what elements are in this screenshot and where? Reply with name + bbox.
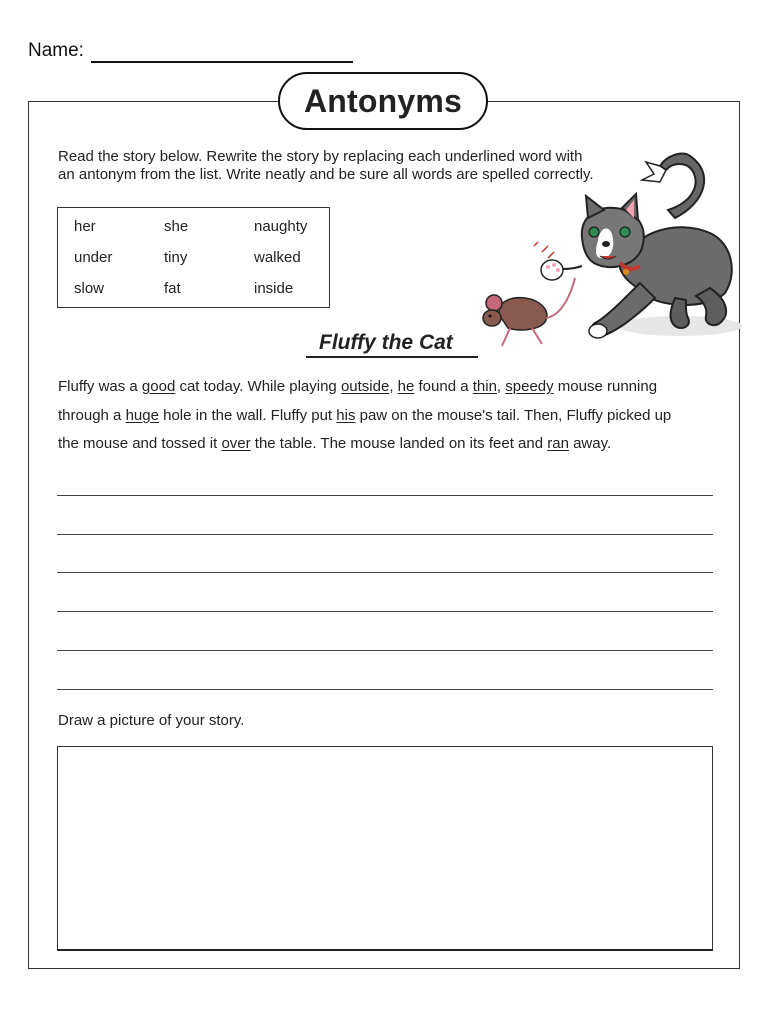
story-line <box>58 435 611 452</box>
drawing-box[interactable] <box>57 746 713 951</box>
story-text: , <box>496 378 506 395</box>
story-text: the table. The mouse landed on its feet and <box>250 435 548 452</box>
underlined-word: huge <box>125 407 159 424</box>
story-text: through a <box>58 407 126 424</box>
name-label: Name: <box>28 40 84 61</box>
story-line <box>58 378 657 395</box>
word-item: she <box>164 218 189 235</box>
underlined-word: ran <box>547 435 569 452</box>
word-item: fat <box>164 280 181 297</box>
name-field[interactable] <box>91 61 353 63</box>
antonym-word-box <box>57 207 330 308</box>
story-text: paw on the mouse's tail. Then, Fluffy picked up <box>355 407 672 424</box>
word-item: tiny <box>164 249 188 266</box>
word-item: under <box>74 249 113 266</box>
writing-line[interactable] <box>57 534 713 535</box>
story-title: Fluffy the Cat <box>306 330 478 358</box>
story-text: cat today. While playing <box>175 378 341 395</box>
writing-line[interactable] <box>57 689 713 690</box>
instructions-line: Read the story below. Rewrite the story by replacing each underlined word with <box>58 148 583 165</box>
underlined-word: speedy <box>505 378 554 395</box>
story-text: hole in the wall. Fluffy put <box>158 407 337 424</box>
story-text: the mouse and tossed it <box>58 435 222 452</box>
underlined-word: over <box>221 435 251 452</box>
underlined-word: thin <box>472 378 497 395</box>
underlined-word: his <box>336 407 356 424</box>
cat-chasing-mouse-illustration <box>470 148 745 363</box>
underlined-word: good <box>141 378 176 395</box>
story-text: away. <box>568 435 612 452</box>
story-text: Fluffy was a <box>58 378 142 395</box>
story-text: , <box>389 378 398 395</box>
writing-line[interactable] <box>57 611 713 612</box>
word-item: inside <box>254 280 294 297</box>
word-item: walked <box>254 249 301 266</box>
worksheet-title: Antonyms <box>278 72 488 130</box>
writing-line[interactable] <box>57 495 713 496</box>
word-item: her <box>74 218 96 235</box>
story-line <box>58 407 671 424</box>
story-text: found a <box>414 378 473 395</box>
word-item: naughty <box>254 218 308 235</box>
draw-prompt: Draw a picture of your story. <box>58 712 245 729</box>
word-item: slow <box>74 280 105 297</box>
underlined-word: he <box>397 378 415 395</box>
writing-line[interactable] <box>57 650 713 651</box>
instructions-line: an antonym from the list. Write neatly and be sure all words are spelled correctly. <box>58 166 594 183</box>
story-text: mouse running <box>553 378 658 395</box>
underlined-word: outside <box>340 378 390 395</box>
writing-line[interactable] <box>57 572 713 573</box>
